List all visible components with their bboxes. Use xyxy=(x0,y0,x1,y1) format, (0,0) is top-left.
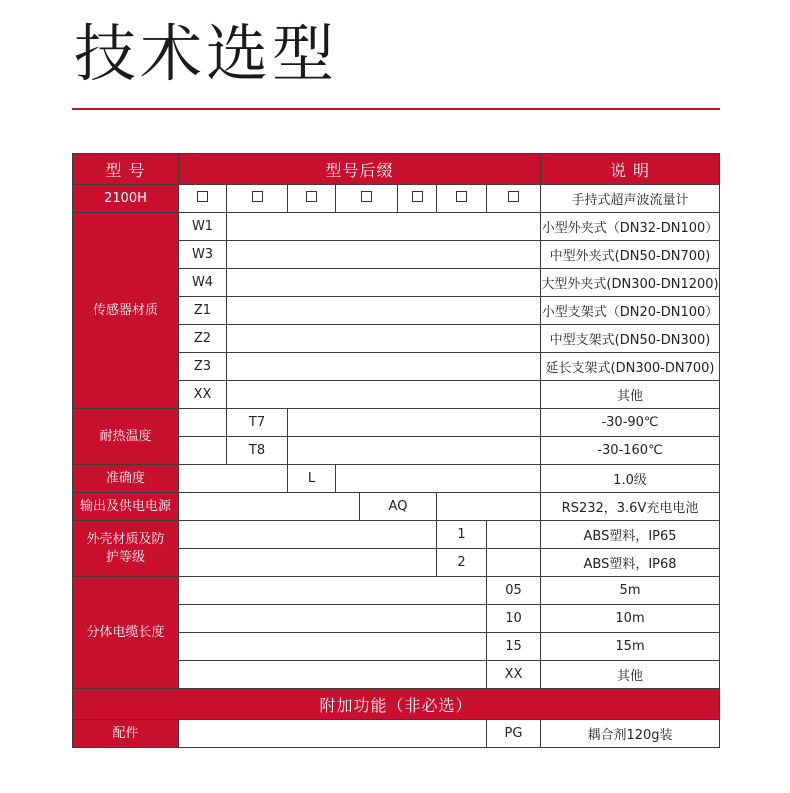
option-code: 1 xyxy=(437,521,487,549)
option-description: 5m xyxy=(541,577,720,605)
addon-header-row xyxy=(73,689,720,720)
option-description: 延长支架式(DN300-DN700) xyxy=(541,353,720,381)
option-description: -30-90℃ xyxy=(541,409,720,437)
option-description: -30-160℃ xyxy=(541,437,720,465)
option-code: L xyxy=(288,465,336,493)
option-code: Z3 xyxy=(179,353,227,381)
option-code: AQ xyxy=(360,493,437,521)
option-code: 10 xyxy=(487,605,541,633)
checkbox-square-icon xyxy=(306,191,317,202)
group-label-output: 输出及供电电源 xyxy=(73,493,179,521)
option-description: 耦合剂120g装 xyxy=(541,720,720,748)
suffix-placeholder-6 xyxy=(437,185,487,213)
checkbox-square-icon xyxy=(197,191,208,202)
option-description: 其他 xyxy=(541,381,720,409)
suffix-placeholder-1 xyxy=(179,185,227,213)
option-description: 15m xyxy=(541,633,720,661)
base-model-description: 手持式超声波流量计 xyxy=(541,185,720,213)
group-label-temperature: 耐热温度 xyxy=(73,409,179,465)
checkbox-square-icon xyxy=(252,191,263,202)
table-row xyxy=(73,521,720,549)
option-description: 大型外夹式(DN300-DN1200) xyxy=(541,269,720,297)
option-code: XX xyxy=(487,661,541,689)
option-description: 其他 xyxy=(541,661,720,689)
option-code: T7 xyxy=(227,409,288,437)
option-code: XX xyxy=(179,381,227,409)
suffix-placeholder-5 xyxy=(398,185,437,213)
header-description: 说 明 xyxy=(541,154,720,185)
header-suffix: 型号后缀 xyxy=(179,154,541,185)
option-description: 中型外夹式(DN50-DN700) xyxy=(541,241,720,269)
table-row xyxy=(73,465,720,493)
option-code: Z2 xyxy=(179,325,227,353)
model-selection-table xyxy=(72,153,720,748)
option-description: 中型支架式(DN50-DN300) xyxy=(541,325,720,353)
header-model: 型 号 xyxy=(73,154,179,185)
option-code: 05 xyxy=(487,577,541,605)
option-description: ABS塑料，IP65 xyxy=(541,521,720,549)
group-label-sensor: 传感器材质 xyxy=(73,213,179,409)
checkbox-square-icon xyxy=(456,191,467,202)
group-label-accessory: 配件 xyxy=(73,720,179,748)
suffix-placeholder-2 xyxy=(227,185,288,213)
option-description: 1.0级 xyxy=(541,465,720,493)
checkbox-square-icon xyxy=(508,191,519,202)
table-row xyxy=(73,213,720,241)
option-code: 2 xyxy=(437,549,487,577)
option-code: 15 xyxy=(487,633,541,661)
option-code: Z1 xyxy=(179,297,227,325)
option-code: PG xyxy=(487,720,541,748)
option-code: W4 xyxy=(179,269,227,297)
suffix-placeholder-3 xyxy=(288,185,336,213)
group-label-accuracy: 准确度 xyxy=(73,465,179,493)
page-title: 技术选型 xyxy=(74,17,339,90)
table-row xyxy=(73,720,720,748)
table-header-row xyxy=(73,154,720,185)
suffix-placeholder-4 xyxy=(336,185,398,213)
group-label-housing: 外壳材质及防护等级 xyxy=(73,521,179,577)
addon-section-title: 附加功能（非必选） xyxy=(73,689,720,720)
table-row-base-model xyxy=(73,185,720,213)
suffix-placeholder-7 xyxy=(487,185,541,213)
base-model-code: 2100H xyxy=(73,185,179,213)
option-description: RS232，3.6V充电电池 xyxy=(541,493,720,521)
option-code: W1 xyxy=(179,213,227,241)
table-row xyxy=(73,577,720,605)
option-code: W3 xyxy=(179,241,227,269)
checkbox-square-icon xyxy=(361,191,372,202)
option-description: 小型支架式（DN20-DN100） xyxy=(541,297,720,325)
option-description: 小型外夹式（DN32-DN100） xyxy=(541,213,720,241)
option-description: ABS塑料，IP68 xyxy=(541,549,720,577)
option-description: 10m xyxy=(541,605,720,633)
checkbox-square-icon xyxy=(412,191,423,202)
title-divider xyxy=(72,108,720,110)
option-code: T8 xyxy=(227,437,288,465)
table-row xyxy=(73,493,720,521)
table-row xyxy=(73,409,720,437)
group-label-cable: 分体电缆长度 xyxy=(73,577,179,689)
